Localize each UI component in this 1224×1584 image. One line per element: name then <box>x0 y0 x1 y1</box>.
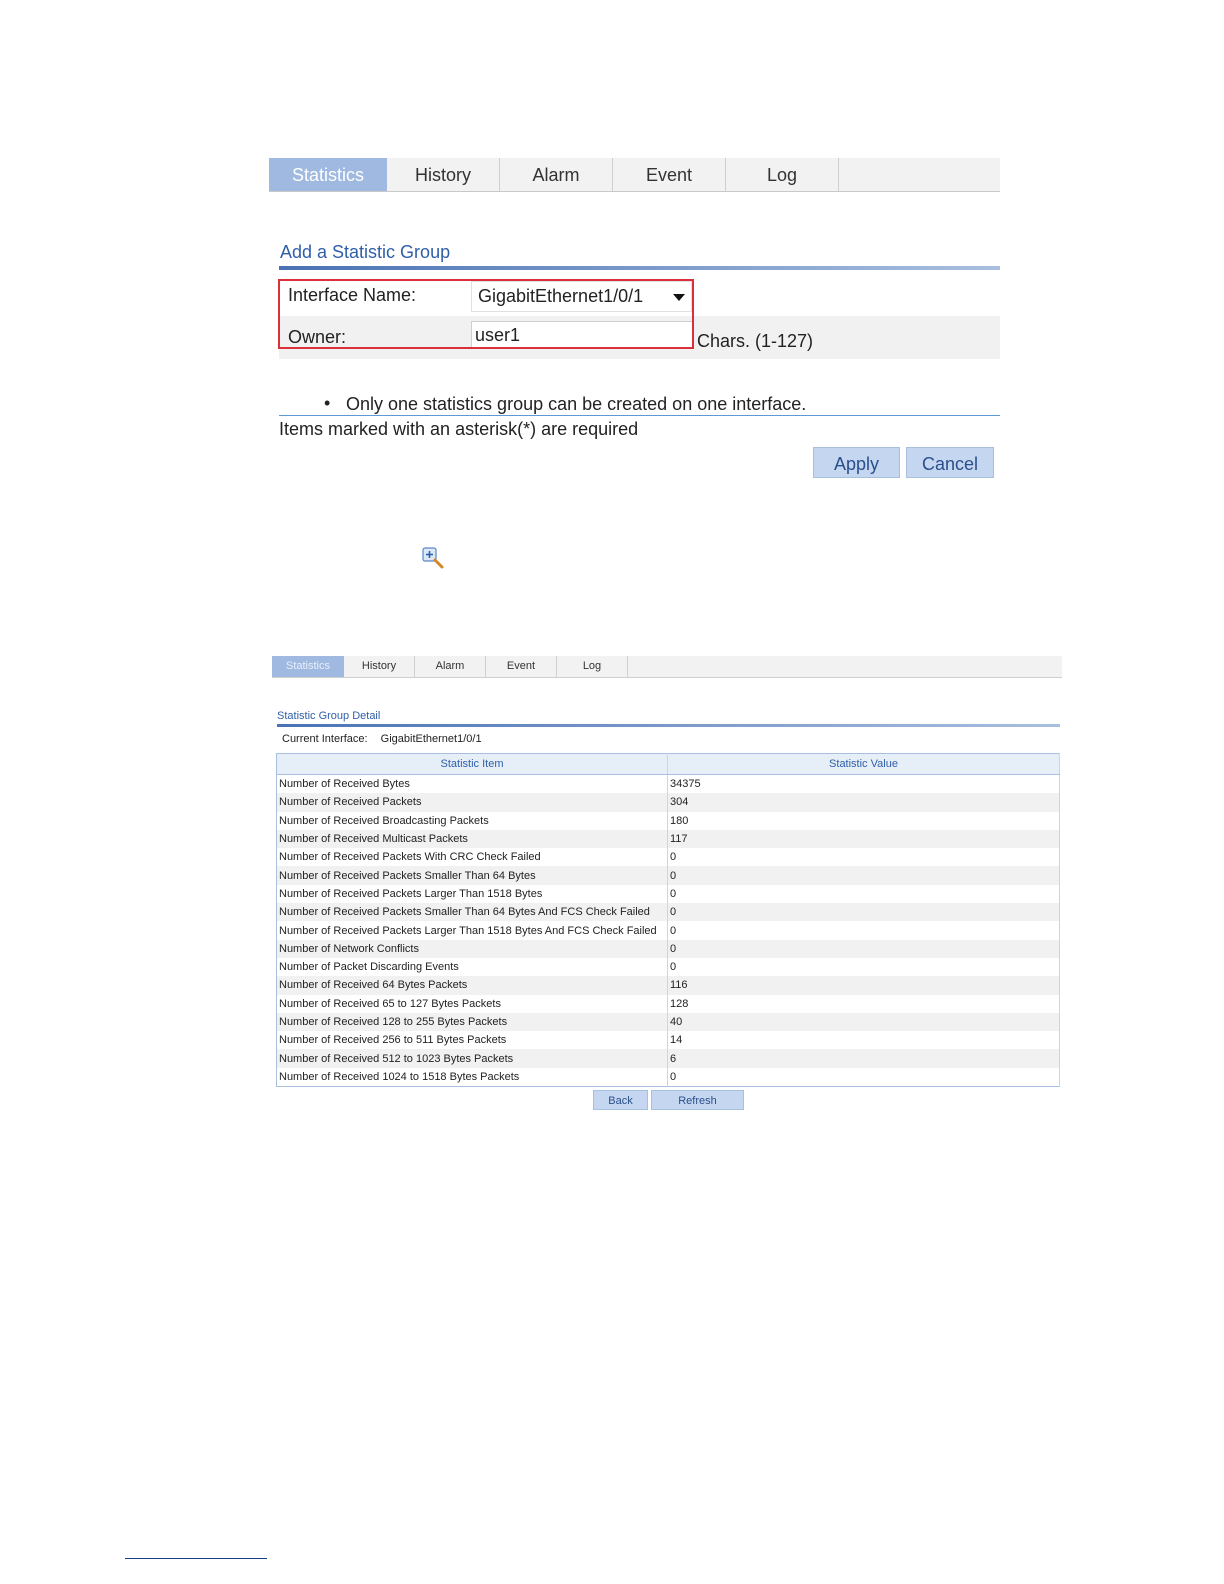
statistic-value-cell: 6 <box>668 1049 1060 1067</box>
tab-event[interactable]: Event <box>613 158 726 191</box>
statistic-item-cell: Number of Received Bytes <box>277 775 668 794</box>
statistic-value-cell: 0 <box>668 940 1060 958</box>
note-text: Only one statistics group can be created on one interface. <box>346 394 807 414</box>
tab-alarm[interactable]: Alarm <box>415 656 486 677</box>
statistic-item-cell: Number of Received 1024 to 1518 Bytes Packets <box>277 1068 668 1087</box>
tab-alarm[interactable]: Alarm <box>500 158 613 191</box>
tab-bar-detail <box>272 656 1062 678</box>
tab-history[interactable]: History <box>344 656 415 677</box>
statistic-item-cell: Number of Received Packets Smaller Than 64 Bytes <box>277 866 668 884</box>
table-row <box>277 1049 1060 1067</box>
statistic-item-cell: Number of Received Multicast Packets <box>277 830 668 848</box>
statistic-value-cell: 0 <box>668 958 1060 976</box>
owner-label: Owner: <box>288 327 347 347</box>
tab-log[interactable]: Log <box>557 656 628 677</box>
table-row <box>277 848 1060 866</box>
current-interface <box>282 733 482 745</box>
table-row <box>277 1068 1060 1087</box>
required-text: Items marked with an asterisk(*) are required <box>279 419 639 439</box>
statistic-value-cell: 117 <box>668 830 1060 848</box>
statistic-value-cell: 116 <box>668 976 1060 994</box>
table-row <box>277 830 1060 848</box>
statistic-value-cell: 0 <box>668 1068 1060 1087</box>
statistic-item-cell: Number of Received 256 to 511 Bytes Packets <box>277 1031 668 1049</box>
statistic-item-cell: Number of Received Packets Larger Than 1518 Bytes <box>277 885 668 903</box>
tab-event[interactable]: Event <box>486 656 557 677</box>
statistic-value-cell: 0 <box>668 921 1060 939</box>
current-interface-value: GigabitEthernet1/0/1 <box>380 733 482 745</box>
table-row <box>277 812 1060 830</box>
statistic-value-cell: 304 <box>668 793 1060 811</box>
table-row <box>277 940 1060 958</box>
statistic-value-cell: 0 <box>668 848 1060 866</box>
current-interface-label: Current Interface: <box>282 733 368 745</box>
table-row <box>277 885 1060 903</box>
section-divider <box>279 266 1000 270</box>
table-row <box>277 958 1060 976</box>
interface-name-label: Interface Name: <box>288 285 417 305</box>
statistic-value-cell: 40 <box>668 1013 1060 1031</box>
table-row <box>277 1013 1060 1031</box>
statistic-item-cell: Number of Received Packets With CRC Check Failed <box>277 848 668 866</box>
section-title: Add a Statistic Group <box>280 242 451 262</box>
statistic-value-cell: 14 <box>668 1031 1060 1049</box>
statistic-item-cell: Number of Received 128 to 255 Bytes Packets <box>277 1013 668 1031</box>
statistic-value-cell: 128 <box>668 995 1060 1013</box>
tab-bar <box>269 158 1000 192</box>
column-header-value: Statistic Value <box>668 754 1060 775</box>
statistics-table <box>276 753 1060 1087</box>
statistic-value-cell: 0 <box>668 903 1060 921</box>
table-row <box>277 903 1060 921</box>
refresh-button[interactable]: Refresh <box>651 1090 744 1110</box>
statistic-item-cell: Number of Received Packets Larger Than 1518 Bytes And FCS Check Failed <box>277 921 668 939</box>
table-row <box>277 1031 1060 1049</box>
tab-history[interactable]: History <box>387 158 500 191</box>
table-row <box>277 995 1060 1013</box>
table-row <box>277 976 1060 994</box>
bullet-icon: • <box>324 393 331 413</box>
statistic-item-cell: Number of Received Packets <box>277 793 668 811</box>
statistic-value-cell: 0 <box>668 885 1060 903</box>
statistic-item-cell: Number of Received 512 to 1023 Bytes Packets <box>277 1049 668 1067</box>
statistic-value-cell: 0 <box>668 866 1060 884</box>
statistic-item-cell: Number of Received Broadcasting Packets <box>277 812 668 830</box>
table-row <box>277 793 1060 811</box>
interface-name-value: GigabitEthernet1/0/1 <box>478 286 644 306</box>
zoom-in-icon[interactable] <box>421 546 445 570</box>
statistic-item-cell: Number of Network Conflicts <box>277 940 668 958</box>
column-header-item: Statistic Item <box>277 754 668 775</box>
table-header-row <box>277 754 1060 775</box>
apply-button[interactable]: Apply <box>813 447 900 478</box>
highlight-box <box>278 279 694 349</box>
table-row <box>277 866 1060 884</box>
tab-statistics[interactable]: Statistics <box>269 158 387 191</box>
statistic-value-cell: 34375 <box>668 775 1060 794</box>
table-row <box>277 921 1060 939</box>
statistic-item-cell: Number of Received Packets Smaller Than 64 Bytes And FCS Check Failed <box>277 903 668 921</box>
statistic-item-cell: Number of Packet Discarding Events <box>277 958 668 976</box>
detail-section-title: Statistic Group Detail <box>277 710 381 722</box>
footnote-divider <box>125 1558 267 1559</box>
tab-statistics[interactable]: Statistics <box>272 656 344 677</box>
table-row <box>277 775 1060 794</box>
divider <box>279 415 1000 416</box>
tab-log[interactable]: Log <box>726 158 839 191</box>
back-button[interactable]: Back <box>593 1090 648 1110</box>
owner-hint: Chars. (1-127) <box>697 331 814 351</box>
statistic-value-cell: 180 <box>668 812 1060 830</box>
cancel-button[interactable]: Cancel <box>906 447 994 478</box>
section-divider <box>277 724 1060 727</box>
statistic-item-cell: Number of Received 64 Bytes Packets <box>277 976 668 994</box>
table-body <box>277 775 1060 1087</box>
statistic-item-cell: Number of Received 65 to 127 Bytes Packets <box>277 995 668 1013</box>
